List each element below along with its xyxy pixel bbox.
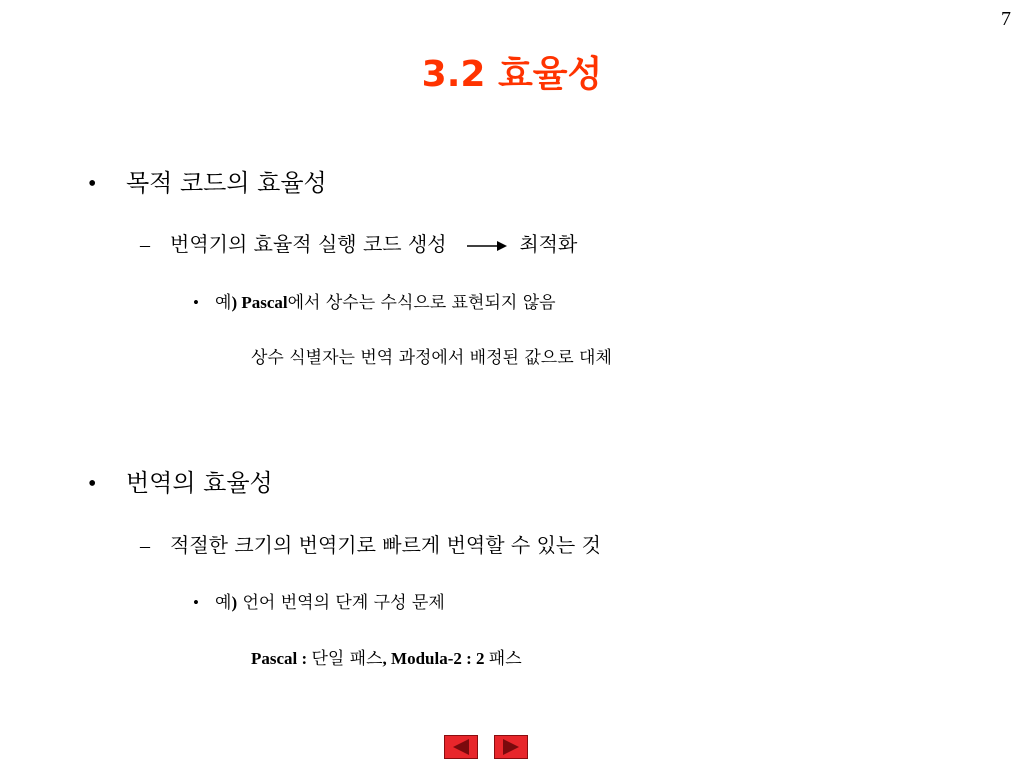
pass-text: 패스	[488, 649, 522, 669]
example-pascal-name: ) Pascal	[231, 293, 288, 312]
example-text: 언어 번역의 단계 구성 문제	[237, 593, 445, 613]
sub-item-text: 적절한 크기의 번역기로 빠르게 번역할 수 있는 것	[170, 533, 601, 557]
slide-title: 3.2 효율성	[421, 54, 603, 95]
right-arrow-icon	[467, 240, 507, 252]
small-bullet: •	[193, 293, 199, 312]
next-slide-button[interactable]	[494, 735, 528, 759]
sub-item-translator-efficient-code	[140, 228, 577, 257]
sub-item-fast-translation	[140, 529, 601, 558]
bullet-item-translation-efficiency	[88, 463, 273, 498]
bullet-text: 번역의 효율성	[126, 469, 273, 497]
example-item-pascal-constants	[193, 288, 556, 313]
bullet-dot: •	[88, 471, 97, 497]
example-prefix: 예	[215, 593, 232, 613]
single-pass-text: 단일 패스	[311, 649, 383, 669]
prev-slide-button[interactable]	[444, 735, 478, 759]
example-paren: )	[231, 593, 238, 612]
left-triangle-icon	[445, 736, 477, 758]
pascal-label: Pascal :	[251, 649, 312, 668]
modula-label: , Modula-2 : 2	[382, 649, 489, 668]
example-item-translation-phases	[193, 588, 445, 613]
dash-bullet: –	[140, 234, 150, 256]
continuation-line-pass-counts	[251, 644, 522, 669]
right-triangle-icon	[495, 736, 527, 758]
example-text: 에서 상수는 수식으로 표현되지 않음	[287, 293, 556, 313]
example-prefix: 예	[215, 293, 232, 313]
dash-bullet: –	[140, 535, 150, 557]
optimization-label: 최적화	[519, 232, 578, 256]
page-number: 7	[1001, 8, 1011, 30]
small-bullet: •	[193, 593, 199, 612]
bullet-item-object-code-efficiency	[88, 163, 327, 198]
continuation-line-constant-identifier: 상수 식별자는 번역 과정에서 배정된 값으로 대체	[251, 348, 612, 368]
sub-item-text: 번역기의 효율적 실행 코드 생성	[170, 232, 447, 256]
bullet-text: 목적 코드의 효율성	[126, 169, 327, 197]
bullet-dot: •	[88, 171, 97, 197]
